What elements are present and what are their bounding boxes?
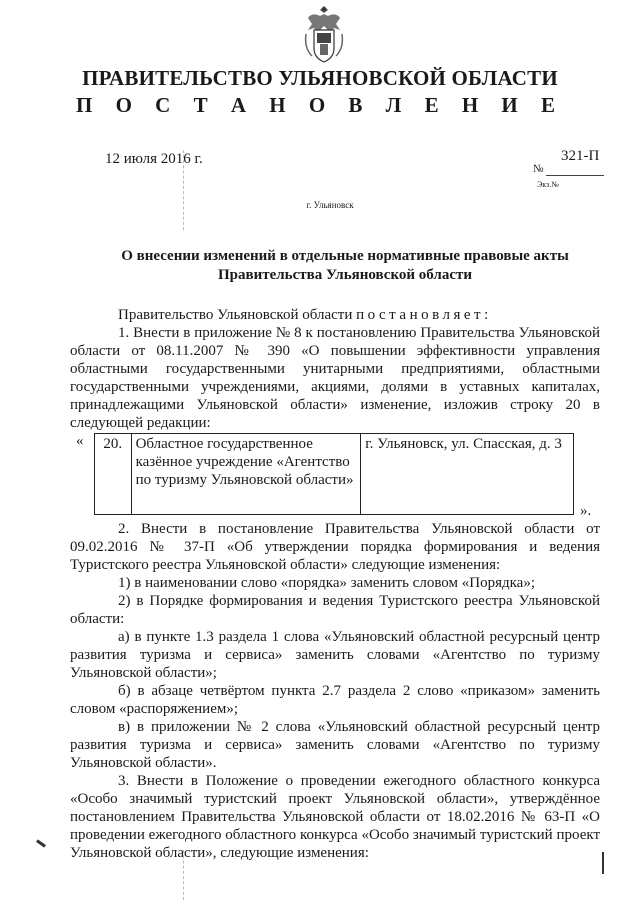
paragraph-2-item-2b: б) в абзаце четвёртом пункта 2.7 раздела 2 слово «приказом» заменить словом «распоряжением»; (70, 683, 600, 717)
scan-fold-line (183, 850, 185, 900)
address-cell: г. Ульяновск, ул. Спасская, д. 3 (361, 434, 574, 515)
row-table-block (70, 432, 600, 520)
paragraph-3: 3. Внести в Положение о проведении ежегодного областного конкурса «Особо значимый туристский проект Ульяновской области», утверждённое постановлением Правительства Ульяновской области от 18.02.2016 № 63-П «О проведении ежегодного областного конкурса «Особо значимый туристский проект Ульяновской области», следующие изменения: (70, 773, 600, 861)
scan-mark (602, 852, 604, 874)
paragraph-2: 2. Внести в постановление Правительства Ульяновской области от 09.02.2016 № 37-П «Об утверждении порядка формирования и ведения Туристского реестра Ульяновской области» следующие изменения: (70, 521, 600, 573)
paragraph-2-item-1: 1) в наименовании слово «порядка» заменить словом «Порядка»; (118, 575, 536, 591)
paragraph-2-item-2: 2) в Порядке формирования и ведения Туристского реестра Ульяновской области: (70, 593, 600, 627)
row-number-cell: 20. (95, 434, 132, 515)
scan-mark (36, 839, 46, 847)
paragraph-2-item-2c: в) в приложении № 2 слова «Ульяновский областной ресурсный центр развития туризма и сервиса» заменить словами «Агентство по туризму Ульяновской области». (70, 719, 600, 771)
scan-fold-line (183, 150, 185, 230)
intro-paragraph (70, 306, 600, 324)
government-name: ПРАВИТЕЛЬСТВО УЛЬЯНОВСКОЙ ОБЛАСТИ (82, 66, 558, 90)
table-row (95, 434, 574, 515)
intro-spaced-verb: постановляет (356, 307, 485, 323)
row-table (94, 433, 574, 515)
institution-name-cell: Областное государственное казённое учреждение «Агентство по туризму Ульяновской области» (131, 434, 361, 515)
document-body (70, 306, 600, 862)
document-type: П О С Т А Н О В Л Е Н И Е (75, 93, 564, 117)
title-line-1: О внесении изменений в отдельные нормативные правовые акты (121, 248, 569, 264)
intro-colon: : (484, 307, 489, 323)
title-line-2: Правительства Ульяновской области (217, 267, 473, 283)
document-title (95, 247, 595, 285)
table-close-quote: ». (580, 503, 592, 519)
number-sign: № (533, 163, 544, 175)
document-date: 12 июля 2016 г. (105, 151, 203, 167)
paragraph-2-item-2a: а) в пункте 1.3 раздела 1 слова «Ульяновский областной ресурсный центр развития туризма и сервиса» заменить словами «Агентство по туризму Ульяновской области»; (70, 629, 600, 681)
intro-text: Правительство Ульяновской области (118, 307, 357, 323)
copy-number-label: Экз.№ (537, 180, 559, 189)
paragraph-1: 1. Внести в приложение № 8 к постановлению Правительства Ульяновской области от 08.11.2007 № 390 «О повышении эффективности управления областными государственными унитарными предприятиями, областными государственными учреждениями, акциями, долями в уставных капиталах, принадлежащими Ульяновской области» изменение, изложив строку 20 в следующей редакции: (70, 325, 600, 431)
coat-of-arms-emblem (300, 4, 348, 66)
number-underline (546, 175, 604, 176)
table-open-quote: « (76, 433, 84, 449)
city: г. Ульяновск (306, 200, 354, 210)
document-number: 321-П (561, 148, 600, 164)
